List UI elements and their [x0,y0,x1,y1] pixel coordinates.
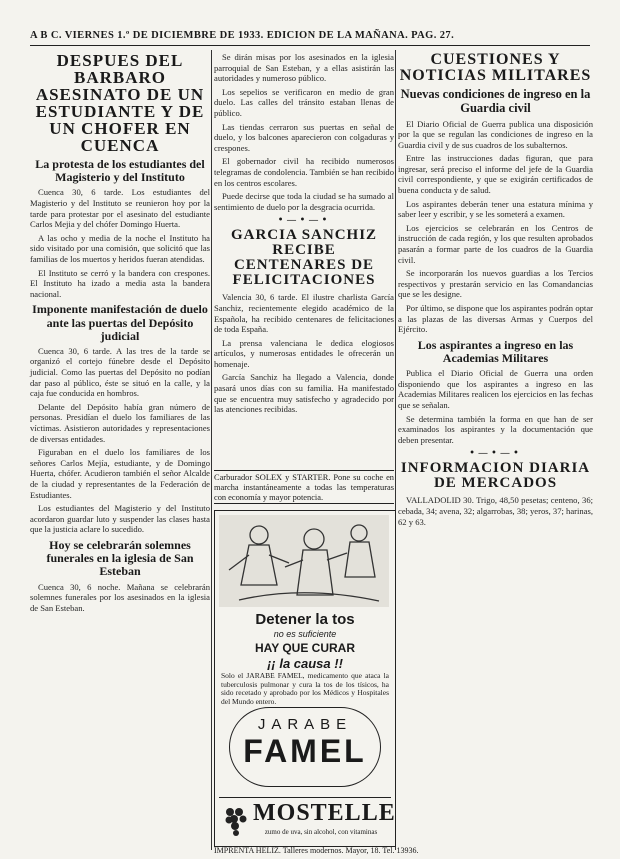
subhead-guardia-civil: Nuevas condiciones de ingreso en la Guardia civil [400,87,591,115]
running-head: A B C. VIERNES 1.º DE DICIEMBRE DE 1933. EDICION DE LA MAÑANA. PAG. 27. [30,30,455,41]
ad-illustration-figures [219,515,389,607]
subhead-academias: Los aspirantes a ingreso en las Academias Militares [417,337,574,365]
ad-mostelle [219,797,396,842]
paragraph: Puede decirse que toda la ciudad se ha sumado al sentimiento de duelo por la desgracia ocurrida. [214,191,394,212]
paragraph: El Diario Oficial de Guerra publica una disposición por la que se regulan las condiciones de ingreso en la Guardia civil y de sus cuadros de los subalternos. [398,118,593,150]
paragraph: Cuenca 30, 6 tarde. A las tres de la tarde se organizó el cortejo fúnebre desde el Depósito judicial. Como las puertas del Depósito no podían dar paso al público, éste se situó en la calle, y la caja fue conducida en hombros. [30,345,210,399]
mostelle-brand: MOSTELLE [253,800,396,826]
ad-subtitle: no es suficiente [273,629,337,639]
paragraph: Los ejercicios se celebrarán en los Centros de instrucción de cada región, y los que resulten aprobados pasarán a formar parte de los cuadros de la Guardia civil. [398,222,593,265]
paragraph: Cuenca 30, 6 tarde. Los estudiantes del Magisterio y del Instituto se reunieron hoy por la tarde para protestar por el asesinato del estudiante Carlos Mejia y del chófer Domingo Huerta. [30,187,210,230]
paragraph: A las ocho y media de la noche el Instituto ha sido visitado por una comisión, que solicitó que las familias de los muertos y heridos fueran atendidas. [30,232,210,264]
paragraph: Se incorporarán los nuevos guardias a los Tercios respectivos y prestarán servicio en las Comandancias que se les designe. [398,268,593,300]
ad-brand-frame [229,707,381,787]
ad-solex: Carburador SOLEX y STARTER. Pone su coche en marcha instantáneamente a todas las temperaturas con economía y mayor potencia. [214,470,394,504]
column-1 [30,52,210,852]
paragraph: Entre las instrucciones dadas figuran, que para ingresar, será preciso el informe del jefe de la Guardia civil correspondiente, y que se exigirán certificados de buena conducta y de salud. [398,153,593,196]
paragraph: Se determina también la forma en que han de ser examinados los aspirantes y la documentación que deben presentar. [398,413,593,445]
imprenta-notice: IMPRENTA HELIZ. Talleres modernos. Mayor, 18. Tel. 13936. [214,846,419,855]
paragraph: García Sanchiz ha llegado a Valencia, donde pasará unos días con su familia. Ha manifestado que se encuentra muy satisfecho y agradecido por las atenciones recibidas. [214,372,394,415]
column-divider-1 [211,50,212,850]
paragraph: Figuraban en el duelo los familiares de los señores Carlos Mejía, estudiante, y de Domingo Huerta, chófer. Acudieron también el señor Alcalde de la ciudad y representantes de la Federación de Estudiantes. [30,447,210,500]
subhead-manifestacion: Imponente manifestación de duelo ante las puertas del Depósito judicial [32,302,208,343]
ad-jarabe-famel [214,510,396,847]
paragraph: VALLADOLID 30. Trigo, 48,50 pesetas; centeno, 36; cebada, 34; avena, 32; algarrobas, 38; yeros, 37; harinas, 62 y 63. [398,495,593,527]
column-2 [214,52,394,464]
ad-brand-famel: FAMEL [243,733,367,769]
paragraph: Publica el Diario Oficial de Guerra una orden disponiendo que los aspirantes a ingreso en las Academias Militares realicen los ejercicios en las fechas que se señalan. [398,368,593,410]
header-rule [30,45,590,46]
section-ornament: •—•—• [469,448,522,460]
ad-title: Detener la tos [255,611,355,628]
ad-brand-jarabe: JARABE [257,716,353,733]
headline-cuenca: DESPUES DEL BARBARO ASESINATO DE UN ESTUDIANTE Y DE UN CHOFER EN CUENCA [35,51,205,155]
column-3 [398,52,593,852]
headline-militares: CUESTIONES Y NOTICIAS MILITARES [399,51,592,84]
ad-text: Solo el JARABE FAMEL, medicamento que ataca la tuberculosis pulmonar y cura la tos de los tísicos, ha sido recetado y aprobado por los Médicos y Hospitales del Mundo entero. [221,671,389,706]
section-ornament: •—•—• [277,215,331,227]
paragraph: El Instituto se cerró y la bandera con crespones. El Instituto ha izado a media asta la bandera nacional. [30,267,210,299]
paragraph: Delante del Depósito había gran número de personas. Presidían el duelo los familiares de las víctimas. Asistieron autoridades y representaciones de diversas entidades. [30,401,210,444]
paragraph: Los estudiantes del Magisterio y del Instituto acordaron guardar luto y suspender las clases hasta que la justicia aclare lo sucedido. [30,503,210,535]
headline-mercados: INFORMACION DIARIA DE MERCADOS [400,460,591,492]
mostelle-sub: zumo de uva, sin alcohol, con vitaminas [264,828,378,836]
grape-icon [221,802,251,840]
paragraph: Los sepelios se verificaron en medio de gran duelo. Las calles del tránsito estaban llenas de público. [214,86,394,118]
paragraph: El gobernador civil ha recibido numerosos telegramas de condolencia. También se han recibido en los centros escolares. [214,156,394,188]
ad-cure: HAY QUE CURAR [254,641,356,655]
headline-garcia-sanchiz: GARCIA SANCHIZ RECIBE CENTENARES DE FELICITACIONES [230,227,378,289]
paragraph: Los aspirantes deberán tener una estatura mínima y saber leer y escribir, y se les someterá a examen. [398,198,593,220]
paragraph: Se dirán misas por los asesinados en la iglesia parroquial de San Esteban, y a ellas asistirán las autoridades y numeroso público. [214,52,394,84]
paragraph: Las tiendas cerraron sus puertas en señal de duelo, y los balcones aparecieron con colgaduras y crespones. [214,121,394,153]
paragraph: Por último, se dispone que los aspirantes podrán optar a las plazas de las diversas Armas y Cuerpos del Ejército. [398,303,593,335]
subhead-protesta: La protesta de los estudiantes del Magisterio y del Instituto [35,157,205,185]
ad-cause: ¡¡ la causa !! [267,656,343,671]
paragraph: Valencia 30, 6 tarde. El ilustre charlista García Sanchiz, recientemente elegido académico de la Española, ha recibido centenares de felicitaciones de toda España. [214,292,394,335]
paragraph: Cuenca 30, 6 noche. Mañana se celebrarán solemnes funerales por los asesinados en la iglesia de San Esteban. [30,581,210,613]
subhead-funerales: Hoy se celebrarán solemnes funerales en la iglesia de San Esteban [46,537,194,579]
paragraph: La prensa valenciana le dedica elogiosos artículos, y numerosas entidades le ofrecerán un homenaje. [214,337,394,369]
